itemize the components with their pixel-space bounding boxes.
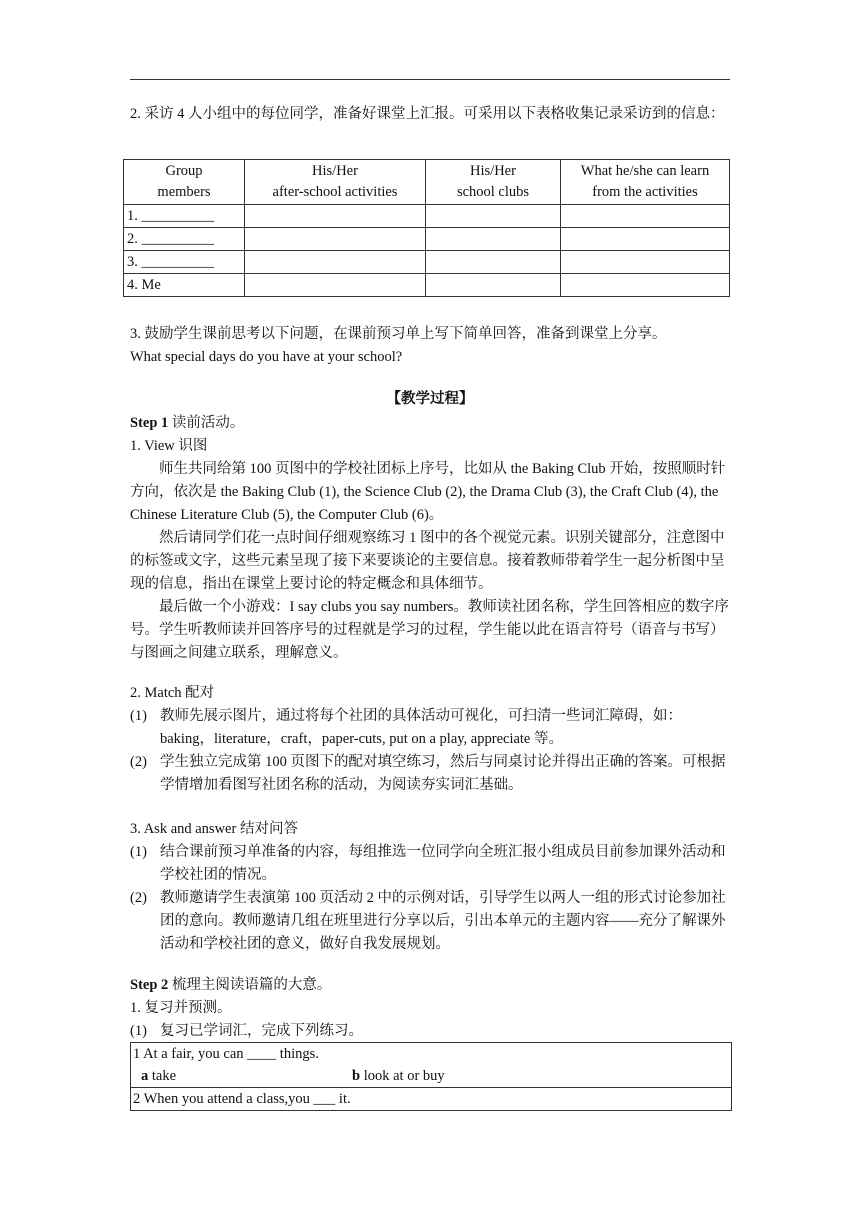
list-item: (1) 教师先展示图片，通过将每个社团的具体活动可视化，可扫清一些词汇障碍，如：baking，literature，craft，paper-cuts, put on a play, appreciate 等。 — [130, 708, 682, 747]
table-header-row — [124, 160, 730, 205]
interview-table — [123, 159, 730, 297]
list-item: (2) 学生独立完成第 100 页图下的配对填空练习，然后与同桌讨论并得出正确的答案。可根据学情增加看图写社团名称的活动，为阅读夯实词汇基础。 — [130, 754, 726, 793]
process-title: 【教学过程】 — [386, 391, 474, 407]
step2-heading: Step 2 梳理主阅读语篇的大意。 — [130, 977, 332, 993]
table-row — [124, 228, 730, 251]
header-cell: What he/she can learn from the activities — [561, 160, 730, 205]
match-heading: 2. Match 配对 — [130, 685, 215, 701]
section-3-line1: 3. 鼓励学生课前思考以下问题，在课前预习单上写下简单回答，准备到课堂上分享。 — [130, 326, 667, 342]
step2-sub2: (1) 复习已学词汇，完成下列练习。 — [130, 1023, 363, 1039]
section-2-text: 2. 采访 4 人小组中的每位同学，准备好课堂上汇报。可采用以下表格收集记录采访到的信息： — [130, 106, 725, 122]
exercise-box — [130, 1042, 732, 1111]
exercise-options: a take b look at or buy — [141, 1068, 445, 1084]
header-cell: Group members — [124, 160, 245, 205]
exercise-question: 1 At a fair, you can ____ things. — [133, 1046, 319, 1062]
member-cell: 3. __________ — [124, 251, 245, 274]
ask-heading: 3. Ask and answer 结对问答 — [130, 821, 298, 837]
member-cell: 2. __________ — [124, 228, 245, 251]
table-row — [124, 205, 730, 228]
view-paragraph-3: 最后做一个小游戏：I say clubs you say numbers。教师读社团名称，学生回答相应的数字序号。学生听教师读并回答序号的过程就是学习的过程，学生能以此在语言符号（语音与书写）与图画之间建立联系，理解意义。 — [130, 599, 729, 661]
table-row — [124, 274, 730, 297]
header-cell: His/Her school clubs — [426, 160, 561, 205]
member-cell: 4. Me — [124, 274, 245, 297]
list-item: (1) 结合课前预习单准备的内容，每组推选一位同学向全班汇报小组成员目前参加课外活动和学校社团的情况。 — [130, 844, 726, 883]
table-row — [124, 251, 730, 274]
step2-sub1: 1. 复习并预测。 — [130, 1000, 232, 1016]
list-item: (2) 教师邀请学生表演第 100 页活动 2 中的示例对话，引导学生以两人一组的形式讨论参加社团的意向。教师邀请几组在班里进行分享以后，引出本单元的主题内容——充分了解课外活动和学校社团的意义，做好自我发展规划。 — [130, 890, 726, 952]
view-paragraph-1: 师生共同给第 100 页图中的学校社团标上序号，比如从 the Baking Club 开始，按照顺时针方向，依次是 the Baking Club (1), the Science Club (2), the Drama Club (3), the Craft Club (4), the Chinese Literature Club (5), the Computer Club (6)。 — [130, 461, 726, 523]
header-rule — [130, 79, 730, 80]
member-cell: 1. __________ — [124, 205, 245, 228]
view-heading: 1. View 识图 — [130, 438, 208, 454]
step1-heading: Step 1 读前活动。 — [130, 415, 245, 431]
exercise-question: 2 When you attend a class,you ___ it. — [131, 1087, 731, 1110]
header-cell: His/Her after-school activities — [245, 160, 426, 205]
section-3-line2: What special days do you have at your school? — [130, 349, 403, 365]
view-paragraph-2: 然后请同学们花一点时间仔细观察练习 1 图中的各个视觉元素。识别关键部分，注意图中的标签或文字，这些元素呈现了接下来要谈论的主要信息。接着教师带着学生一起分析图中呈现的信息，指出在课堂上要讨论的特定概念和具体细节。 — [130, 530, 725, 592]
